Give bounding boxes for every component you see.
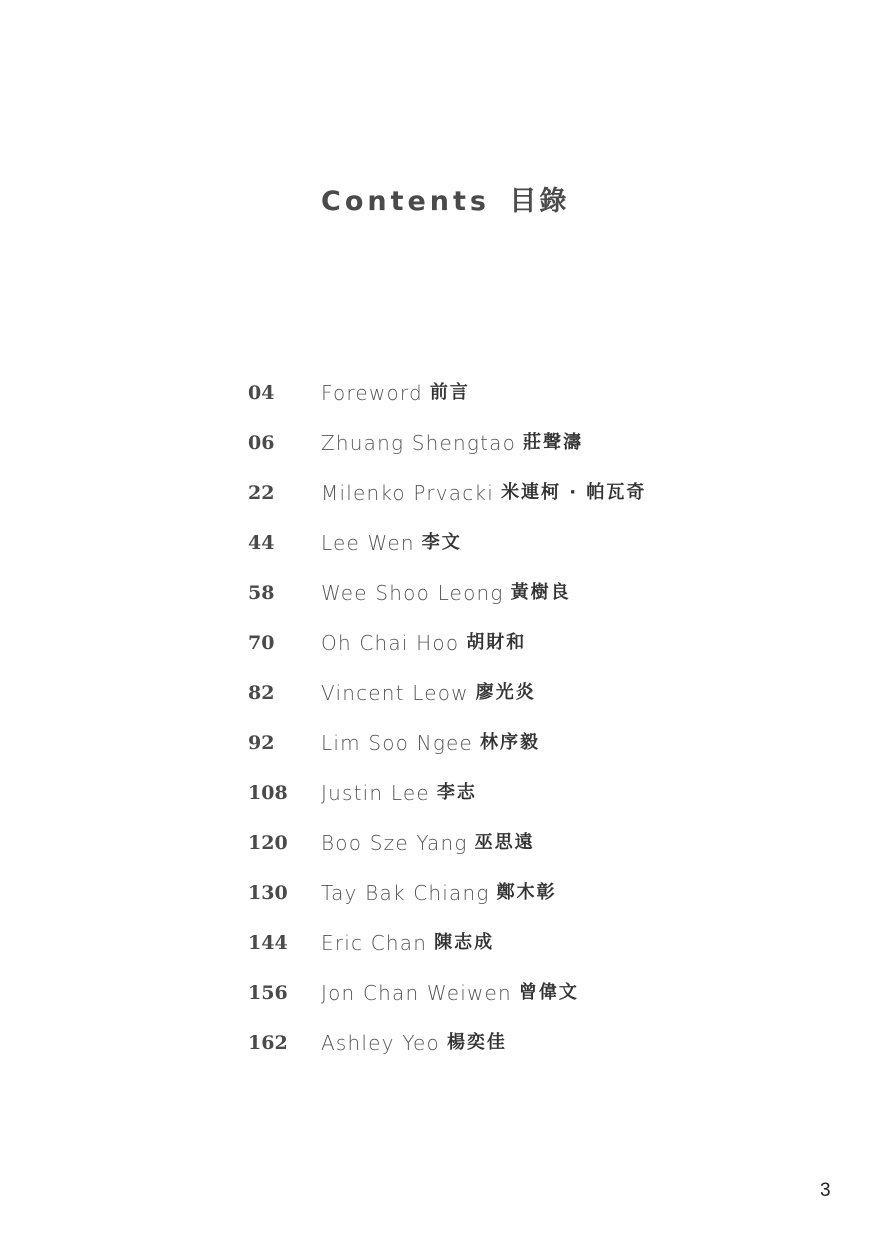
toc-page-number: 92	[248, 732, 275, 754]
toc-entry[interactable]	[248, 526, 646, 576]
toc-page-number: 70	[248, 632, 275, 654]
toc-entry[interactable]	[248, 426, 646, 476]
toc-title-chinese: 胡財和	[466, 632, 527, 653]
toc-page-number: 162	[248, 1032, 288, 1054]
toc-entry[interactable]	[248, 726, 646, 776]
toc-title: Foreword	[321, 381, 423, 405]
toc-entry[interactable]	[248, 826, 646, 876]
toc-title-chinese: 林序毅	[480, 732, 541, 753]
toc-title: Lee Wen	[321, 531, 415, 555]
toc-page-number: 04	[248, 382, 275, 404]
toc-entry[interactable]	[248, 876, 646, 926]
toc-title: Vincent Leow	[321, 681, 469, 705]
toc-title: Boo Sze Yang	[321, 831, 468, 855]
toc-page-number: 44	[248, 532, 275, 554]
title-chinese: 目錄	[509, 186, 570, 217]
toc-title: Ashley Yeo	[321, 1031, 440, 1055]
toc-page-number: 58	[248, 582, 275, 604]
toc-title-chinese: 廖光炎	[475, 682, 536, 703]
toc-title: Eric Chan	[321, 931, 428, 955]
toc-title: Milenko Prvacki	[321, 481, 494, 505]
toc-page-number: 120	[248, 832, 288, 854]
toc-page-number: 130	[248, 882, 288, 904]
toc-title: Oh Chai Hoo	[321, 631, 460, 655]
toc-entry[interactable]	[248, 576, 646, 626]
toc-title-chinese: 李文	[421, 532, 462, 553]
toc-title-chinese: 黃樹良	[510, 582, 571, 603]
toc-entry[interactable]	[248, 476, 646, 526]
title-english: Contents	[321, 186, 491, 217]
page-title	[321, 182, 569, 222]
toc-title: Tay Bak Chiang	[321, 881, 490, 905]
toc-entry[interactable]	[248, 676, 646, 726]
toc-title-chinese: 李志	[436, 782, 477, 803]
toc-entry[interactable]	[248, 926, 646, 976]
toc-page-number: 156	[248, 982, 288, 1004]
toc-title-chinese: 曾偉文	[518, 982, 579, 1003]
toc-entry[interactable]	[248, 626, 646, 676]
table-of-contents	[248, 376, 646, 1076]
toc-title: Zhuang Shengtao	[321, 431, 517, 455]
toc-title-chinese: 陳志成	[434, 932, 495, 953]
toc-title: Jon Chan Weiwen	[321, 981, 512, 1005]
toc-title-chinese: 鄭木彰	[496, 882, 557, 903]
toc-title-chinese: 莊聲濤	[523, 432, 584, 453]
toc-entry[interactable]	[248, 776, 646, 826]
toc-entry[interactable]	[248, 1026, 646, 1076]
toc-title-chinese: 巫思遠	[474, 832, 535, 853]
toc-entry[interactable]	[248, 376, 646, 426]
toc-page-number: 144	[248, 932, 288, 954]
toc-title-chinese: 前言	[429, 382, 470, 403]
toc-page-number: 06	[248, 432, 275, 454]
toc-title-chinese: 楊奕佳	[446, 1032, 507, 1053]
toc-entry[interactable]	[248, 976, 646, 1026]
toc-title: Justin Lee	[321, 781, 430, 805]
toc-title-chinese: 米連柯 · 帕瓦奇	[500, 482, 647, 503]
page-number-footer: 3	[820, 1180, 831, 1201]
toc-title: Wee Shoo Leong	[321, 581, 504, 605]
toc-title: Lim Soo Ngee	[321, 731, 474, 755]
toc-page-number: 108	[248, 782, 288, 804]
toc-page-number: 82	[248, 682, 275, 704]
toc-page-number: 22	[248, 482, 275, 504]
